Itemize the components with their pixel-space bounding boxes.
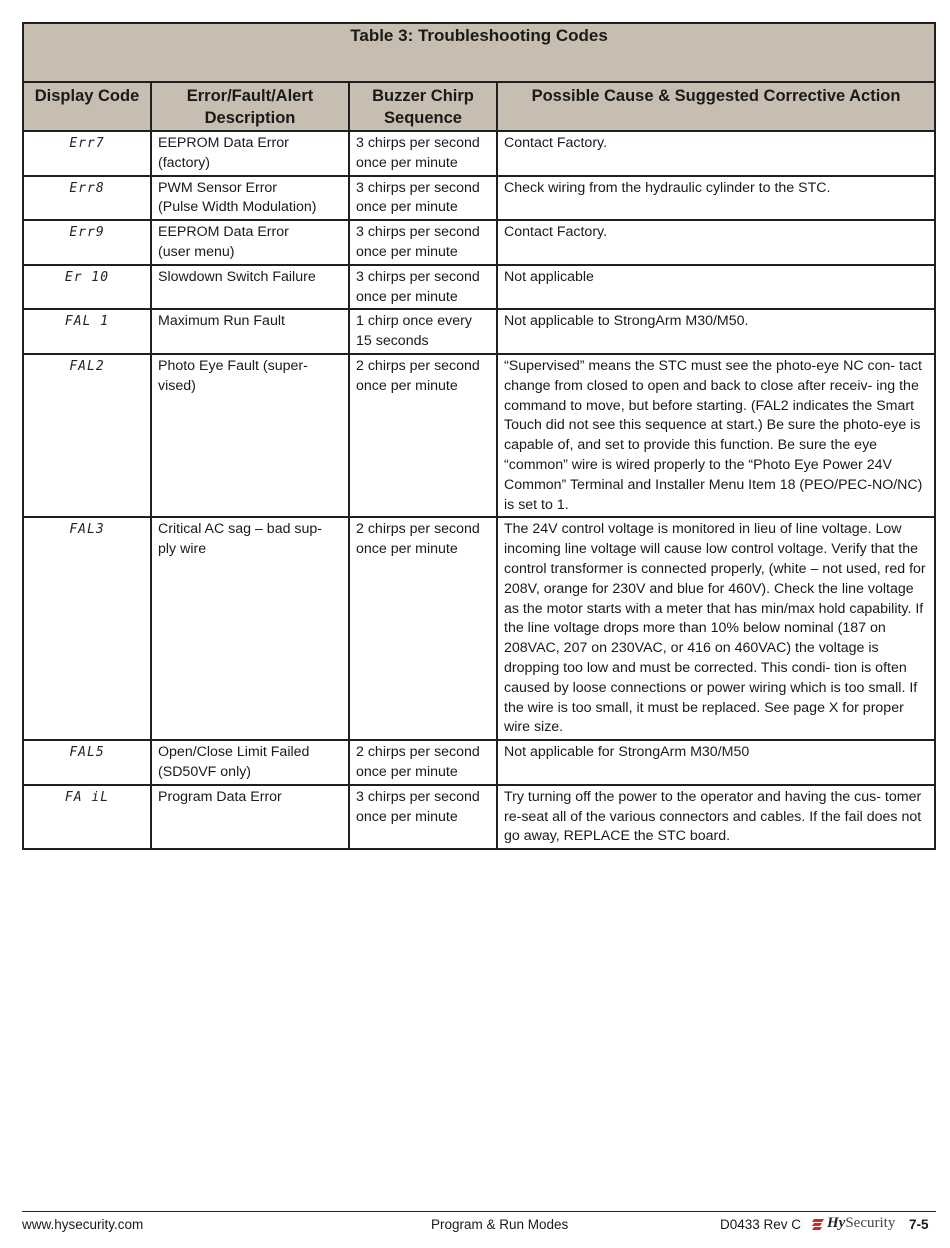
buzzer-chirp-sequence <box>349 354 497 517</box>
header-description-line2: Description <box>204 109 296 127</box>
table-row <box>23 785 935 849</box>
table-title: Table 3: Troubleshooting Codes <box>23 23 935 82</box>
chirp-line: once per minute <box>356 541 458 558</box>
table-title-row <box>23 23 935 82</box>
buzzer-chirp-sequence <box>349 176 497 221</box>
display-code: FAL 1 <box>23 309 151 354</box>
display-code: FAL3 <box>23 517 151 740</box>
header-buzzer-chirp <box>349 82 497 131</box>
footer-divider <box>22 1211 936 1212</box>
error-description <box>151 517 349 740</box>
hysecurity-logo <box>811 1215 895 1232</box>
description-line: (Pulse Width Modulation) <box>158 199 317 216</box>
chirp-line: 3 chirps per second <box>356 179 480 196</box>
display-code: FAL2 <box>23 354 151 517</box>
buzzer-chirp-sequence <box>349 220 497 265</box>
hysecurity-logo-icon <box>811 1217 825 1231</box>
chirp-line: 1 chirp once every <box>356 313 472 330</box>
table-row <box>23 220 935 265</box>
corrective-action: Not applicable <box>497 265 935 310</box>
chirp-line: once per minute <box>356 808 458 825</box>
buzzer-chirp-sequence <box>349 131 497 176</box>
table-row <box>23 354 935 517</box>
chirp-line: once per minute <box>356 288 458 305</box>
corrective-action: Not applicable to StrongArm M30/M50. <box>497 309 935 354</box>
error-description <box>151 265 349 310</box>
chirp-line: 15 seconds <box>356 333 429 350</box>
corrective-action: Check wiring from the hydraulic cylinder to the STC. <box>497 176 935 221</box>
error-description <box>151 220 349 265</box>
footer-document-id: D0433 Rev C <box>720 1217 802 1232</box>
description-line: vised) <box>158 377 196 394</box>
display-code: FAL5 <box>23 740 151 785</box>
logo-text-security: Security <box>845 1215 896 1231</box>
table-row <box>23 131 935 176</box>
description-line: (user menu) <box>158 243 235 260</box>
table-header-row <box>23 82 935 131</box>
description-line: Program Data Error <box>158 788 282 805</box>
corrective-action: “Supervised” means the STC must see the photo-eye NC con- tact change from closed to open and back to close after receiv- ing the command to move, but before starting. (FAL2 indicates the Smart Touch did not see this sequence at start.) Be sure the photo-eye is capable of, and set to provide this function. Be sure the eye “common” wire is wired properly to the “Photo Eye Power 24V Common” Terminal and Installer Menu Item 18 (PEO/PEC-NO/NC) is set to 1. <box>497 354 935 517</box>
header-corrective-action: Possible Cause & Suggested Corrective Action <box>497 82 935 131</box>
display-code: Err8 <box>23 176 151 221</box>
buzzer-chirp-sequence <box>349 309 497 354</box>
chirp-line: 3 chirps per second <box>356 788 480 805</box>
description-line: EEPROM Data Error <box>158 224 289 241</box>
table-row <box>23 517 935 740</box>
chirp-line: 2 chirps per second <box>356 357 480 374</box>
corrective-action: Not applicable for StrongArm M30/M50 <box>497 740 935 785</box>
corrective-action: The 24V control voltage is monitored in lieu of line voltage. Low incoming line voltage will cause low control voltage. Verify that the control transformer is connected properly, (white – not used, red for 208V, orange for 230V and blue for 460V). Check the line voltage as the motor starts with a meter that has min/max hold capability. If the line voltage drops more than 10% below nominal (187 on 208VAC, 207 on 230VAC, or 416 on 460VAC) the voltage is dropping too low and must be corrected. This condi- tion is often caused by loose connections or power wiring which is too small. If the wire is too small, it must be replaced. See page X for proper wire size. <box>497 517 935 740</box>
error-description <box>151 785 349 849</box>
chirp-line: once per minute <box>356 377 458 394</box>
table-row <box>23 265 935 310</box>
buzzer-chirp-sequence <box>349 517 497 740</box>
chirp-line: 2 chirps per second <box>356 744 480 761</box>
description-line: (factory) <box>158 154 211 171</box>
description-line: EEPROM Data Error <box>158 135 289 151</box>
header-description-line1: Error/Fault/Alert <box>186 87 314 105</box>
display-code: FA iL <box>23 785 151 849</box>
chirp-line: once per minute <box>356 154 458 171</box>
description-line: Open/Close Limit Failed <box>158 744 310 761</box>
description-line: PWM Sensor Error <box>158 179 278 196</box>
display-code: Err7 <box>23 131 151 176</box>
description-line: Critical AC sag – bad sup- <box>158 521 323 538</box>
buzzer-chirp-sequence <box>349 740 497 785</box>
display-code: Er 10 <box>23 265 151 310</box>
page-number: 7-5 <box>909 1217 929 1232</box>
troubleshooting-table <box>22 22 936 850</box>
chirp-line: once per minute <box>356 243 458 260</box>
error-description <box>151 740 349 785</box>
chirp-line: 3 chirps per second <box>356 224 480 241</box>
table-row <box>23 740 935 785</box>
header-description <box>151 82 349 131</box>
error-description <box>151 354 349 517</box>
corrective-action: Contact Factory. <box>497 131 935 176</box>
chirp-line: once per minute <box>356 763 458 780</box>
description-line: ply wire <box>158 541 207 558</box>
corrective-action: Contact Factory. <box>497 220 935 265</box>
header-chirp-line1: Buzzer Chirp <box>372 87 474 105</box>
buzzer-chirp-sequence <box>349 785 497 849</box>
description-line: Photo Eye Fault (super- <box>158 357 308 374</box>
chirp-line: once per minute <box>356 199 458 216</box>
error-description <box>151 176 349 221</box>
buzzer-chirp-sequence <box>349 265 497 310</box>
description-line: Slowdown Switch Failure <box>158 268 316 285</box>
error-description <box>151 131 349 176</box>
table-row <box>23 309 935 354</box>
description-line: (SD50VF only) <box>158 763 252 780</box>
footer-section-title: Program & Run Modes <box>431 1217 569 1232</box>
table-row <box>23 176 935 221</box>
logo-text-hy: Hy <box>827 1215 846 1231</box>
display-code: Err9 <box>23 220 151 265</box>
description-line: Maximum Run Fault <box>158 313 285 330</box>
chirp-line: 3 chirps per second <box>356 268 480 285</box>
corrective-action: Try turning off the power to the operator and having the cus- tomer re-seat all of the various connectors and cables. If the fail does not go away, REPLACE the STC board. <box>497 785 935 849</box>
error-description <box>151 309 349 354</box>
header-display-code: Display Code <box>23 82 151 131</box>
header-chirp-line2: Sequence <box>384 109 462 127</box>
chirp-line: 3 chirps per second <box>356 135 480 151</box>
chirp-line: 2 chirps per second <box>356 521 480 538</box>
footer-website: www.hysecurity.com <box>22 1217 144 1232</box>
